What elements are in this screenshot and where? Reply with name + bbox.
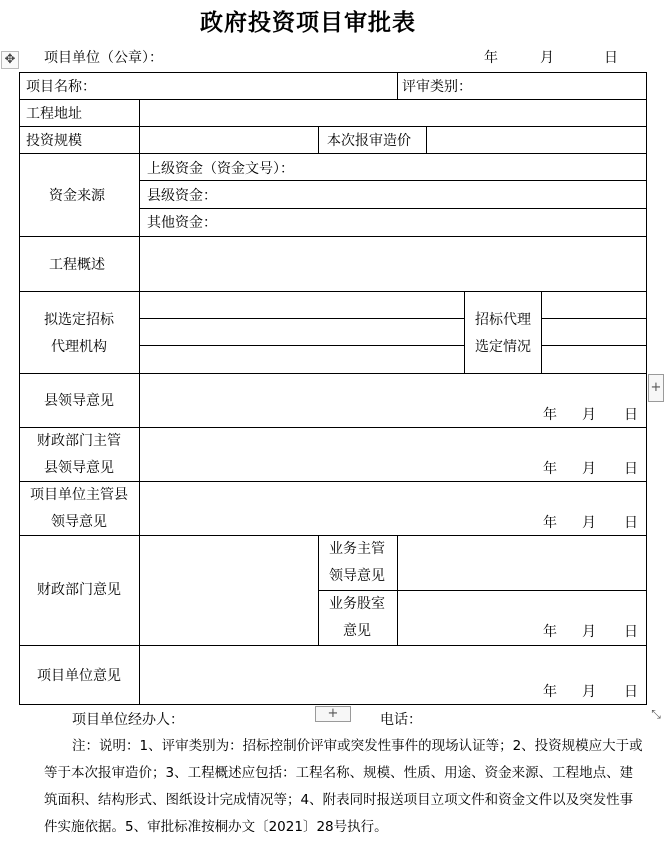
col-divider <box>541 291 542 374</box>
add-column-icon[interactable]: + <box>648 374 664 402</box>
county-leader-year: 年 <box>543 407 557 423</box>
biz-section-line1: 业务股室 <box>329 596 385 612</box>
unit-leader-line1: 项目单位主管县 <box>30 487 128 503</box>
row-divider <box>19 373 647 374</box>
finance-leader-line1: 财政部门主管 <box>37 433 121 449</box>
unit-leader-day: 日 <box>624 515 638 531</box>
table-border-top <box>19 72 647 73</box>
agency-label-line2: 代理机构 <box>51 339 107 355</box>
add-row-icon[interactable]: + <box>315 706 351 722</box>
agency-selection-line1: 招标代理 <box>475 312 531 328</box>
notes-paragraph: 注：说明：1、评审类别为：招标控制价评审或突发性事件的现场认证等；2、投资规模应大于或等于本次报审造价；3、工程概述应包括：工程名称、规模、性质、用途、资金来源、工程地点、建筑面积、结构形式、图纸设计完成情况等；4、附表同时报送项目立项文件和资金文件以及突发性事件实施依据。5、审批标准按桐办文〔2021〕28号执行。 <box>44 738 643 835</box>
unit-opinion-day: 日 <box>624 684 638 700</box>
fund-county-label: 县级资金： <box>147 188 217 204</box>
row-divider <box>19 535 647 536</box>
declared-cost-label: 本次报审造价 <box>327 133 411 149</box>
unit-opinion-month: 月 <box>582 684 596 700</box>
fund-other-label: 其他资金： <box>147 215 217 231</box>
fund-superior-label: 上级资金（资金文号）： <box>147 161 294 177</box>
unit-seal-label: 项目单位（公章）： <box>44 50 163 66</box>
header-year: 年 <box>484 50 498 66</box>
biz-section-year: 年 <box>543 624 557 640</box>
agency-sel-divider <box>541 318 647 319</box>
site-label: 工程地址 <box>26 106 82 122</box>
row-divider <box>19 291 647 292</box>
agency-divider <box>139 345 465 346</box>
col-divider <box>464 291 465 374</box>
table-border-left <box>19 72 20 705</box>
row-divider <box>19 153 647 154</box>
row-divider <box>19 99 647 100</box>
handler-label: 项目单位经办人： <box>72 712 184 728</box>
row-divider <box>19 427 647 428</box>
col-divider <box>426 126 427 154</box>
table-border-right <box>646 72 647 705</box>
header-day: 日 <box>604 50 618 66</box>
fund-source-label: 资金来源 <box>49 188 105 204</box>
row-divider <box>19 236 647 237</box>
finance-leader-month: 月 <box>582 461 596 477</box>
row-divider <box>19 126 647 127</box>
unit-opinion-label: 项目单位意见 <box>37 668 121 684</box>
finance-leader-year: 年 <box>543 461 557 477</box>
biz-leader-line2: 领导意见 <box>329 568 385 584</box>
col-divider <box>318 535 319 646</box>
finance-opinion-label: 财政部门意见 <box>37 582 121 598</box>
agency-label-line1: 拟选定招标 <box>44 312 114 328</box>
biz-leader-line1: 业务主管 <box>329 541 385 557</box>
finance-leader-line2: 县领导意见 <box>44 460 114 476</box>
label-col-divider <box>139 99 140 705</box>
fund-divider <box>139 208 647 209</box>
row-divider <box>19 481 647 482</box>
unit-leader-line2: 领导意见 <box>51 514 107 530</box>
overview-label: 工程概述 <box>49 257 105 273</box>
header-month: 月 <box>540 50 554 66</box>
scale-label: 投资规模 <box>26 133 82 149</box>
col-divider <box>397 535 398 646</box>
unit-opinion-year: 年 <box>543 684 557 700</box>
county-leader-label: 县领导意见 <box>44 393 114 409</box>
table-border-bottom <box>19 704 647 705</box>
biz-divider <box>318 590 647 591</box>
phone-label: 电话： <box>380 712 422 728</box>
unit-leader-month: 月 <box>582 515 596 531</box>
fund-divider <box>139 180 647 181</box>
project-name-label: 项目名称： <box>26 79 96 95</box>
col-divider <box>397 72 398 100</box>
agency-divider <box>139 318 465 319</box>
county-leader-month: 月 <box>582 407 596 423</box>
table-resize-icon[interactable]: ⤡ <box>651 707 661 721</box>
agency-selection-line2: 选定情况 <box>475 339 531 355</box>
page-title: 政府投资项目审批表 <box>200 10 416 36</box>
finance-leader-day: 日 <box>624 461 638 477</box>
county-leader-day: 日 <box>624 407 638 423</box>
biz-section-day: 日 <box>624 624 638 640</box>
table-move-icon[interactable]: ✥ <box>1 51 19 69</box>
biz-section-month: 月 <box>582 624 596 640</box>
row-divider <box>19 645 647 646</box>
agency-sel-divider <box>541 345 647 346</box>
review-type-label: 评审类别： <box>402 79 472 95</box>
col-divider <box>318 126 319 154</box>
biz-section-line2: 意见 <box>343 623 371 639</box>
unit-leader-year: 年 <box>543 515 557 531</box>
